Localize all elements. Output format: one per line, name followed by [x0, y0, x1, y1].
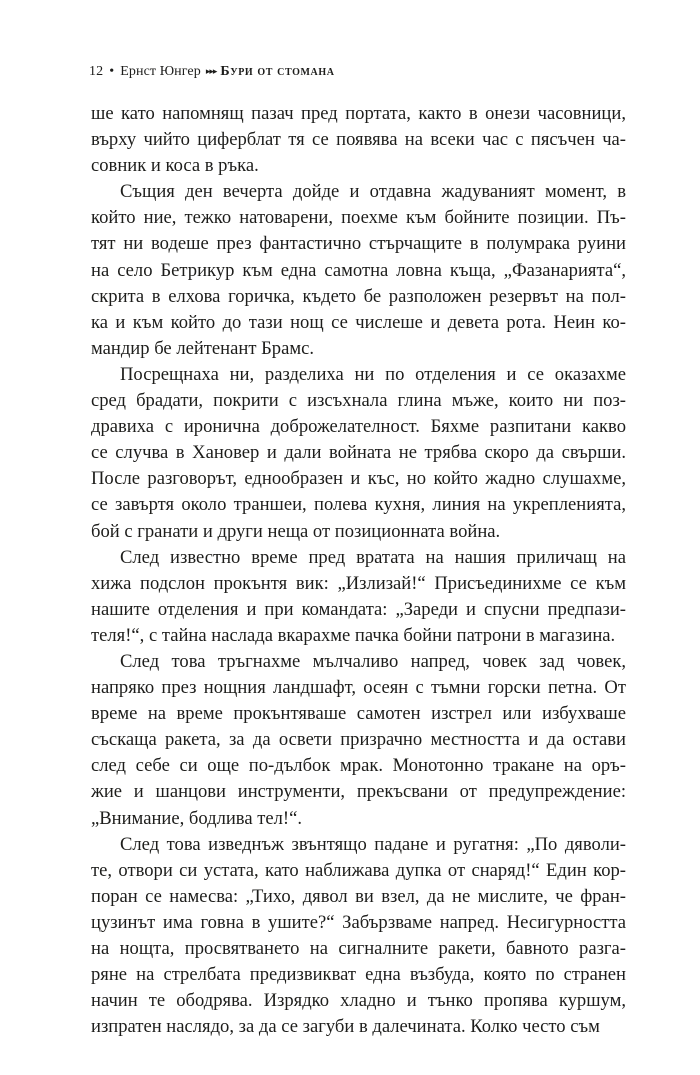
text-line: хижа подслон прокънтя вик: „Излизай!“ Присъединихме се към — [91, 572, 626, 594]
text-line: нашите отделения и при командата: „Зареди и спусни предпази- — [91, 598, 626, 620]
text-line: се случва в Хановер и дали войната не трябва скоро да свърши. — [91, 442, 626, 464]
text-line: се завъртя около траншеи, полева кухня, линия на укрепленията, — [91, 494, 626, 516]
text-line: ка и към който до тази нощ се числеше и девета рота. Неин ко- — [91, 311, 626, 333]
text-line: цузинът има говна в ушите?“ Забързваме напред. Несигурността — [91, 911, 626, 933]
text-line: дравиха с иронична доброжелателност. Бяхме разпитани какво — [91, 416, 626, 438]
text-line: време на време прокънтяваше самотен изстрел или избухваше — [91, 703, 626, 725]
text-line: После разговорът, еднообразен и къс, но който жадно слушахме, — [91, 468, 626, 490]
text-line: на нощта, просвятването на сигналните ракети, бавното разга- — [91, 938, 626, 959]
text-line: жие и шанцови инструменти, прекъсвани от предупреждение: — [91, 781, 626, 803]
paragraph — [91, 545, 626, 649]
paragraph — [91, 179, 626, 362]
text-line: ше като напомнящ пазач пред портата, както в онези часовници, — [91, 103, 626, 124]
text-line: След това изведнъж звънтящо падане и ругатня: „По дяволи- — [120, 833, 626, 855]
text-line: напряко през нощния ландшафт, осеян с тъмни горски петна. От — [91, 677, 626, 699]
paragraph — [91, 362, 626, 545]
text-line: бой с гранати и други неща от позиционната война. — [91, 520, 501, 542]
text-line: те, отвори си устата, като наближава дупка от снаряд!“ Един кор- — [91, 859, 626, 881]
book-title: Бури от стомана — [220, 64, 335, 79]
text-line: Същия ден вечерта дойде и отдавна жадуваният момент, в — [120, 181, 626, 203]
header-separator: • — [109, 64, 115, 79]
triple-arrow-icon: ▸▸▸ — [205, 66, 217, 76]
text-line: който ние, тежко натоварени, поехме към бойните позиции. Пъ- — [91, 207, 626, 229]
text-line: върху чийто циферблат тя се появява на всеки час с пясъчен ча- — [91, 129, 626, 151]
text-line: мандир бе лейтенант Брамс. — [91, 337, 314, 359]
author-name: Ернст Юнгер — [120, 64, 201, 79]
text-line: теля!“, с тайна наслада вкарахме пачка бойни патрони в магазина. — [91, 624, 616, 646]
text-line: сред брадати, покрити с изсъхнала глина мъже, които ни поз- — [91, 390, 626, 412]
paragraph — [91, 832, 626, 1041]
paragraph — [91, 649, 626, 832]
body-text — [91, 101, 626, 1040]
text-line: след себе си още по-дълбок мрак. Монотонно тракане на оръ- — [91, 755, 626, 777]
text-line: съскаща ракета, за да освети призрачно местността и да остави — [91, 729, 626, 751]
text-line: совник и коса в ръка. — [91, 155, 259, 177]
text-line: тят ни водеше през фантастично стърчащите в полумрака руини — [91, 233, 626, 255]
text-line: След това тръгнахме мълчаливо напред, човек зад човек, — [120, 650, 626, 672]
text-line: ряне на стрелбата предизвикват една възбуда, която по странен — [91, 964, 626, 986]
text-line: поран се намесва: „Тихо, дявол ви взел, да не мислите, че фран- — [91, 885, 626, 907]
paragraph — [91, 101, 626, 179]
text-line: на село Бетрикур към една самотна ловна къща, „Фазанарията“, — [91, 259, 626, 281]
text-line: „Внимание, бодлива тел!“. — [91, 807, 302, 829]
text-line: изпратен наслядо, за да се загуби в далечината. Колко често съм — [91, 1016, 600, 1038]
running-head — [89, 63, 335, 81]
text-line: Посрещнаха ни, разделиха ни по отделения и се оказахме — [120, 363, 626, 385]
page-number: 12 — [89, 64, 104, 79]
text-line: начин те ободрява. Изрядко хладно и тънко пропява куршум, — [91, 990, 626, 1012]
text-line: скрита в елхова горичка, където бе разположен резервът на пол- — [91, 285, 626, 307]
text-line: След известно време пред вратата на нашия приличащ на — [120, 546, 626, 568]
